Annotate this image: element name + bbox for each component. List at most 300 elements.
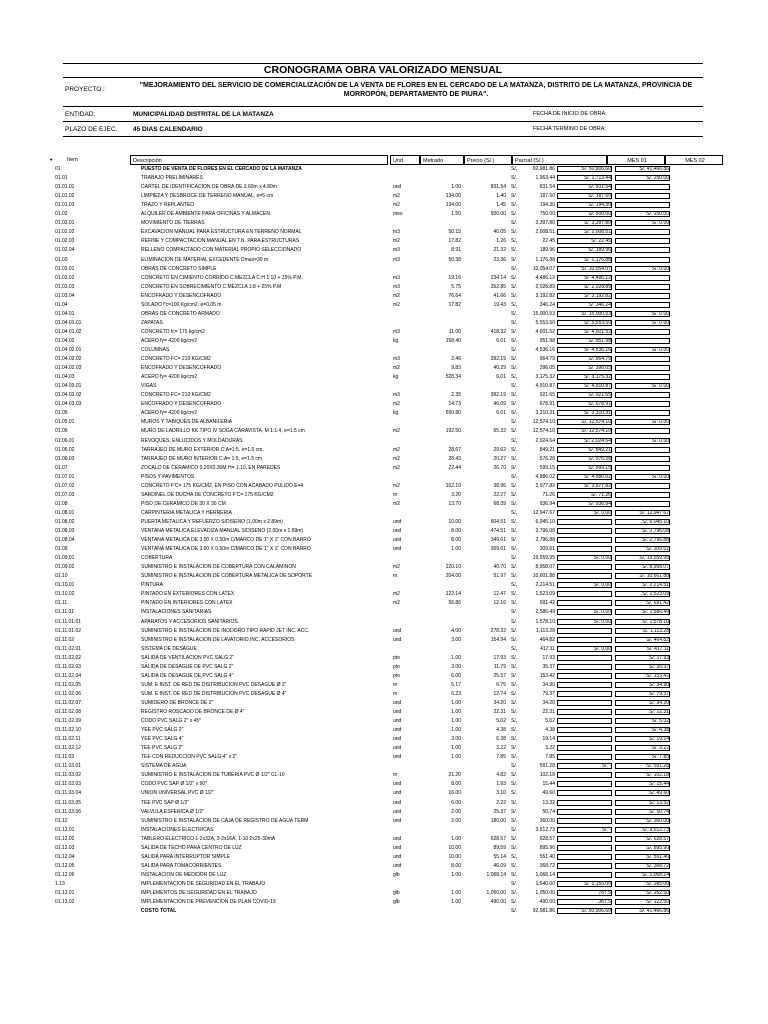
row-month-2: S/. 35.37 (615, 664, 670, 670)
row-description: ENCOFRADO Y DESENCOFRADO (141, 292, 222, 299)
row-month-2: S/. 10,601.88 (615, 573, 670, 579)
row-unit: m3 (393, 283, 400, 290)
row-quantity: 6.00 (451, 799, 461, 806)
row-month-1: S/. 0.00 (557, 646, 612, 652)
row-unit: m2 (393, 482, 400, 489)
row-unit: und (393, 745, 402, 752)
row-description: ACERO fy= 4200 kg/cm2 (141, 337, 197, 344)
row-price: 68.39 (493, 500, 506, 507)
table-row (55, 329, 715, 336)
row-item: 01.02 (55, 211, 68, 218)
row-month-1: S/. 15,000.53 (557, 311, 612, 317)
table-row (55, 510, 715, 517)
row-month-2: S/. 15.44 (615, 781, 670, 787)
table-row (55, 727, 715, 734)
row-currency: S/. (511, 392, 518, 399)
table-row (55, 356, 715, 363)
row-currency: S/. (511, 781, 518, 788)
row-currency: S/. (511, 301, 518, 308)
row-item: 01.04.03 (55, 374, 75, 381)
row-unit: m2 (393, 238, 400, 245)
row-currency: S/. (511, 319, 518, 326)
row-partial: 346.24 (539, 301, 555, 308)
row-description: SALIDA PARA TOMACORRIENTES (141, 862, 222, 869)
row-description: YEE PVC SALG 4" (141, 736, 184, 743)
row-quantity: 204.00 (445, 573, 461, 580)
row-item: 01.12.06 (55, 871, 75, 878)
row-description: CARPINTERIA METALICA Y HERRERIA (141, 509, 232, 516)
col-month-2: MES 02 (665, 155, 723, 165)
row-partial: 1,523.09 (535, 591, 555, 598)
row-price: 154.94 (490, 636, 506, 643)
row-currency: S/. (511, 211, 518, 218)
row-price: 628.57 (490, 835, 506, 842)
row-description: PISOS Y PAVIMENTOS (141, 473, 195, 480)
row-unit: m (393, 681, 398, 688)
row-quantity: 50.15 (448, 229, 461, 236)
row-item: 01.07 (55, 464, 68, 471)
row-item: 01.11.03 (55, 754, 75, 761)
row-item: 01.04.01.02 (55, 328, 82, 335)
row-month-2: S/. 6,045.10 (615, 519, 670, 525)
row-partial: 194.30 (539, 202, 555, 209)
row-partial: 10,054.07 (532, 265, 555, 272)
row-month-1 (557, 664, 612, 670)
row-quantity: 50.38 (448, 256, 461, 263)
row-item: 01.04.01 (55, 310, 75, 317)
table-row (55, 836, 715, 843)
row-description: INSTALACION DE MEDIDOR DE LUZ (141, 871, 227, 878)
row-price: 23.36 (493, 256, 506, 263)
row-description: SOLADO f'c=100 Kg/cm2, e=0.05 m. (141, 301, 223, 308)
row-month-1: S/. - (557, 763, 612, 769)
row-month-2 (615, 257, 670, 263)
table-row (55, 664, 715, 671)
row-description: ENCOFRADO Y DESENCOFRADO (141, 401, 222, 408)
row-description: ZAPATAS (141, 319, 163, 326)
row-price: 12.74 (493, 690, 506, 697)
row-price: 490.00 (490, 899, 506, 906)
row-quantity: 1.50 (451, 211, 461, 218)
row-month-2: S/. 8,958.07 (615, 564, 670, 570)
row-quantity: 17.82 (448, 301, 461, 308)
row-currency: S/. (511, 220, 518, 227)
row-item: 01.02.03 (55, 238, 75, 245)
table-row (55, 709, 715, 716)
row-description: SUM. E INST. DE RED DE DISTRIBUCIÓN PVC DESAGÜE Ø 2" (141, 681, 287, 688)
row-partial: 79.37 (542, 690, 555, 697)
row-partial: 2,028.89 (535, 283, 555, 290)
table-row (55, 600, 715, 607)
row-currency: S/. (511, 184, 518, 191)
row-month-1: 367.5 (557, 899, 612, 905)
row-month-1 (557, 836, 612, 842)
row-partial: 921.65 (539, 392, 555, 399)
row-price: 180.00 (490, 817, 506, 824)
row-item: 01.12.03 (55, 844, 75, 851)
row-description: INSTALACIONES ELECTRICAS (141, 826, 214, 833)
row-price: 1,050.00 (486, 890, 506, 896)
row-unit: m (393, 573, 398, 580)
row-unit: und (393, 808, 402, 815)
row-month-2: S/. 3.22 (615, 745, 670, 751)
row-price: 25.57 (493, 672, 506, 679)
row-unit: und (393, 528, 402, 534)
row-description: SUMINISTRO E INSTALACION DE COBERTURA CON CALAMINON (141, 564, 296, 571)
row-price: 29.62 (493, 446, 506, 453)
row-unit: und (393, 853, 402, 860)
row-unit: m3 (393, 328, 400, 335)
row-item: 01.11.02.04 (55, 672, 82, 679)
row-month-2: S/. 13.32 (615, 800, 670, 806)
row-description: OBRAS DE CONCRETO ARMADO (141, 310, 220, 317)
row-quantity: 158.40 (445, 337, 461, 344)
table-row (55, 809, 715, 816)
row-item: 01.11.02.02 (55, 654, 82, 661)
row-description: TRAZO Y REPLANTEO (141, 202, 195, 209)
row-currency: S/. (511, 555, 518, 562)
row-item: 01.02.01 (55, 220, 75, 227)
table-row (55, 646, 715, 653)
row-partial: 1,176.88 (535, 256, 555, 263)
row-month-2: S/. 0.00 (615, 347, 670, 353)
row-price: 6.01 (496, 374, 506, 381)
row-description: ENCOFRADO Y DESENCOFRADO (141, 365, 222, 372)
row-price: 12.16 (493, 600, 506, 607)
row-price: 11.79 (493, 663, 506, 670)
row-month-2 (615, 492, 670, 498)
row-partial: 10,601.88 (532, 573, 555, 580)
row-partial: 576.28 (539, 455, 555, 462)
row-month-2 (615, 483, 670, 489)
table-row (55, 247, 715, 254)
table-row (55, 800, 715, 807)
row-month-2 (615, 501, 670, 507)
row-month-2: S/. 1,113.28 (615, 628, 670, 634)
row-partial: 3,310.31 (535, 410, 555, 417)
row-month-2 (615, 392, 670, 398)
row-partial: 3.22 (545, 745, 555, 752)
row-item: 01.11.02.08 (55, 709, 82, 715)
row-unit: m3 (393, 247, 400, 254)
row-unit: und (393, 862, 402, 869)
row-month-1: S/. 921.65 (557, 392, 612, 398)
row-price: 17.93 (493, 654, 506, 661)
row-partial: 4,910.87 (535, 383, 555, 390)
row-month-1: S/. 3,175.32 (557, 374, 612, 380)
row-item: 01.08.02 (55, 518, 75, 525)
table-row (55, 528, 715, 535)
row-unit: m2 (393, 428, 400, 435)
col-quantity: Metrado (420, 155, 464, 165)
row-currency: S/. (511, 229, 518, 236)
row-month-2: S/. 464.82 (615, 637, 670, 643)
row-item: 01.01.03 (55, 202, 75, 209)
row-month-1: S/. 0.00 (557, 555, 612, 561)
table-row (55, 818, 715, 825)
row-currency: S/. (511, 645, 518, 652)
row-description: SALIDA DE TECHO PARA CENTRO DE LUZ (141, 844, 242, 851)
row-description: OBRAS DE CONCRETO SIMPLE (141, 265, 217, 272)
table-row (55, 202, 715, 209)
row-description: IMPLEMENTOS DE SEGURIDAD EN EL TRABAJO (141, 890, 257, 896)
row-item: 01.04.03.03 (55, 401, 82, 408)
row-currency: S/. (511, 862, 518, 869)
row-month-1: S/. 3,977.82 (557, 483, 612, 489)
row-unit: m3 (393, 274, 400, 281)
table-row (55, 311, 715, 318)
row-item: 01.08 (55, 500, 68, 507)
row-unit: m2 (393, 600, 400, 607)
row-description: SUMINISTRO E INSTALACION DE INODORO TIPO RAPID JET INC. ACC. (141, 627, 310, 634)
row-currency: S/. (511, 347, 518, 353)
row-month-2: S/. 122.50 (615, 899, 670, 905)
row-item: 01.11.02.03 (55, 663, 82, 670)
table-row (55, 483, 715, 490)
row-item: 01.08.01 (55, 509, 75, 516)
row-quantity: 8.00 (451, 537, 461, 544)
row-month-2: S/. 3,796.08 (615, 528, 670, 534)
row-month-1: S/. 2,024.64 (557, 438, 612, 444)
row-description: CONCRETO F'C= 175 KG/CM2, EN PISO CON ACABADO PULIDO E=4 (141, 482, 304, 489)
project-name: "MEJORAMIENTO DEL SERVICIO DE COMERCIALIZACIÓN DE LA VENTA DE FLORES EN EL CERCADO DE LA MATANZA, DISTRITO DE LA MATANZA, PROVINCIA DE MORROPÓN, DEPARTAMENTO DE PIURA". (139, 82, 693, 98)
row-month-2: S/. 17.93 (615, 655, 670, 661)
row-description: PISO DE CERÁMICO DE 30 X 30 CM (141, 500, 226, 507)
row-month-1: S/. 4,601.52 (557, 329, 612, 335)
list-bullet: • (50, 157, 53, 164)
row-currency: S/. (511, 871, 518, 878)
row-description: COSTO TOTAL (141, 908, 177, 915)
row-month-1: S/. 0.00 (557, 510, 612, 516)
row-price: 6.01 (496, 410, 506, 417)
table-row (55, 881, 715, 888)
row-item: 01.04 (55, 301, 68, 308)
row-month-2 (615, 184, 670, 190)
row-item: 01.11.02.12 (55, 745, 82, 752)
row-quantity: 4.00 (451, 627, 461, 634)
row-currency: S/. (511, 247, 518, 254)
row-unit: m2 (393, 301, 400, 308)
row-currency: S/. (511, 283, 518, 290)
row-price: 309.61 (490, 546, 506, 553)
row-partial: 12,947.67 (532, 509, 555, 516)
row-description: CONCRETO fc= 175 kg/cm2 (141, 328, 205, 335)
row-unit: und (393, 835, 402, 842)
row-description: RELLENO COMPACTADO CON MATERIAL PROPIO SELECCIONADO (141, 247, 302, 254)
row-month-1 (557, 519, 612, 525)
row-price: 349.61 (490, 537, 506, 544)
table-row (55, 763, 715, 770)
table-row (55, 691, 715, 698)
row-currency: S/. (511, 672, 518, 679)
row-item: 01.07.01 (55, 473, 75, 480)
row-quantity: 5.75 (451, 283, 461, 290)
table-row (55, 591, 715, 598)
row-month-1: S/. 194.30 (557, 202, 612, 208)
row-quantity: 3.00 (451, 663, 461, 670)
row-price: 392.19 (490, 392, 506, 399)
row-month-1 (557, 790, 612, 796)
row-item: 01.11.02.11 (55, 736, 81, 743)
row-currency: S/. (511, 256, 518, 263)
row-currency: S/. (511, 600, 518, 607)
row-price: 831.54 (490, 184, 506, 191)
table-row (55, 754, 715, 761)
row-item: 01.04.02.01 (55, 347, 82, 353)
row-quantity: 1.00 (451, 835, 461, 842)
table-row (55, 772, 715, 779)
row-price: 3.10 (496, 790, 506, 797)
row-item: 01.12.04 (55, 853, 75, 860)
row-partial: 1,963.44 (535, 175, 555, 182)
row-quantity: 6.23 (451, 690, 461, 697)
row-price: 89.59 (493, 844, 506, 851)
table-row (55, 854, 715, 861)
table-row (55, 546, 715, 553)
row-quantity: 134.00 (445, 193, 461, 200)
row-price: 40.05 (493, 229, 506, 236)
row-currency: S/. (511, 374, 518, 381)
row-month-1 (557, 628, 612, 634)
row-price: 3.22 (496, 745, 506, 752)
row-month-1 (557, 691, 612, 697)
table-header (50, 155, 710, 166)
row-month-2: S/. 0.00 (615, 438, 670, 444)
row-currency: S/. (511, 835, 518, 842)
row-currency: S/. (511, 518, 518, 525)
row-quantity: 2.46 (451, 356, 461, 363)
row-partial: 92,981.86 (532, 908, 555, 915)
row-item: 01.11.02.05 (55, 681, 82, 688)
table-row (55, 166, 715, 173)
table-row (55, 682, 715, 689)
row-month-2: S/. 34.90 (615, 682, 670, 688)
row-description: ACERO fy= 4200 kg/cm2 (141, 374, 197, 381)
row-month-1 (557, 736, 612, 742)
row-partial: 19,559.95 (532, 555, 555, 562)
row-currency: S/. (511, 808, 518, 815)
row-month-1: S/. 5,553.50 (557, 320, 612, 326)
row-unit: und (393, 627, 402, 634)
row-unit: und (393, 546, 402, 553)
row-partial: 189.96 (539, 247, 555, 254)
row-item: 01.11.02 (55, 636, 75, 643)
row-unit: pto (393, 663, 400, 670)
row-currency: S/. (511, 618, 518, 625)
page-title: CRONOGRAMA OBRA VALORIZADO MENSUAL (63, 63, 703, 78)
row-month-2: S/. 0.00 (615, 220, 670, 226)
table-row (55, 365, 715, 372)
row-month-2: S/. 250.00 (615, 175, 670, 181)
row-month-2 (615, 465, 670, 471)
row-description: TEE PVC SAP Ø 1/2" (141, 799, 190, 806)
table-row (55, 266, 715, 273)
row-description: MUROS Y TABIQUES DE ALBAÑILERIA (141, 419, 233, 426)
row-month-1: S/. 599.15 (557, 465, 612, 471)
row-description: SUMINISTRO E INSTALACION DE TUBERIA PVC Ø 1/2" CL-10 (141, 772, 285, 779)
row-description: YEE PVC SALG 2" (141, 727, 184, 734)
row-unit: und (393, 709, 402, 715)
row-partial: 34.20 (542, 699, 555, 706)
row-month-2: S/. 102.18 (615, 772, 670, 778)
row-currency: S/. (511, 356, 518, 363)
row-month-1 (557, 546, 612, 552)
row-item: 01.02.02 (55, 229, 75, 236)
row-quantity: 8.00 (451, 781, 461, 788)
row-partial: 102.18 (539, 772, 555, 779)
row-unit: kg (393, 410, 399, 417)
row-item: 01.12.02 (55, 835, 75, 842)
row-month-1: S/. 346.24 (557, 302, 612, 308)
row-description: SARDINEL DE DUCHA DE CONCRETO F'C= 175 KG/CM2 (141, 491, 274, 498)
row-currency: S/. (511, 591, 518, 598)
row-description: ALQUILER DE AMBIENTE PARA OFICINAS Y ALMACEN (141, 211, 270, 218)
row-month-1 (557, 600, 612, 606)
row-currency: S/. (511, 908, 518, 915)
table-row (55, 637, 715, 644)
table-row (55, 320, 715, 327)
row-item: 01.04.02 (55, 337, 75, 344)
table-row (55, 564, 715, 571)
row-month-2: S/. 153.42 (615, 673, 670, 679)
row-currency: S/. (511, 446, 518, 453)
row-currency: S/. (511, 817, 518, 824)
row-partial: 22.31 (542, 709, 555, 715)
row-month-1 (557, 655, 612, 661)
table-row (55, 890, 715, 897)
row-currency: S/. (511, 880, 518, 887)
table-row (55, 573, 715, 580)
row-currency: S/. (511, 736, 518, 743)
row-month-2 (615, 456, 670, 462)
row-currency: S/. (511, 627, 518, 634)
row-partial: 15,000.53 (532, 310, 555, 317)
row-month-1: S/. 4,536.16 (557, 347, 612, 353)
row-partial: 591.28 (539, 763, 555, 770)
row-currency: S/. (511, 193, 518, 200)
row-partial: 551.40 (539, 853, 555, 860)
row-price: 418.32 (490, 328, 506, 335)
row-month-1: S/. 50,906.60 (557, 166, 612, 172)
table-row (55, 872, 715, 879)
row-item: 01.11.02.10 (55, 727, 82, 734)
table-row (55, 845, 715, 852)
row-description: UNION UNIVERSAL PVC Ø 1/2" (141, 790, 214, 797)
row-item: 01.13.01 (55, 890, 75, 896)
row-quantity: 13.70 (448, 500, 461, 507)
row-price: 12.47 (493, 591, 506, 598)
row-partial: 464.82 (539, 636, 555, 643)
row-month-1: S/. 951.98 (557, 338, 612, 344)
row-currency: S/. (511, 853, 518, 860)
row-item: 01.04.01.01 (55, 319, 82, 326)
row-quantity: 1.00 (451, 546, 461, 553)
row-item: 01.06 (55, 428, 68, 435)
row-unit: und (393, 718, 402, 725)
row-quantity: 3.00 (451, 736, 461, 743)
row-unit: glb (393, 871, 400, 878)
row-description: CONCRETO EN CIMIENTO CORRIDO C:MEZCLA C:H 1:10 + 25% P.M. (141, 274, 303, 281)
row-description: CONCRETO FC= 210 KG/CM2 (141, 356, 211, 363)
row-month-2: S/. 0.00 (615, 266, 670, 272)
row-description: SALIDA DE DESAGÜE DE PVC SALG 2" (141, 663, 234, 670)
row-month-1: S/. 576.28 (557, 456, 612, 462)
row-item: 01.02.04 (55, 247, 75, 254)
row-description: SUMINISTRO E INSTALACION DE LAVATORIO INC. ACCESORIOS (141, 636, 295, 643)
row-month-2: S/. 0.00 (615, 474, 670, 480)
table-row (55, 193, 715, 200)
row-month-1: S/. 4,486.12 (557, 275, 612, 281)
